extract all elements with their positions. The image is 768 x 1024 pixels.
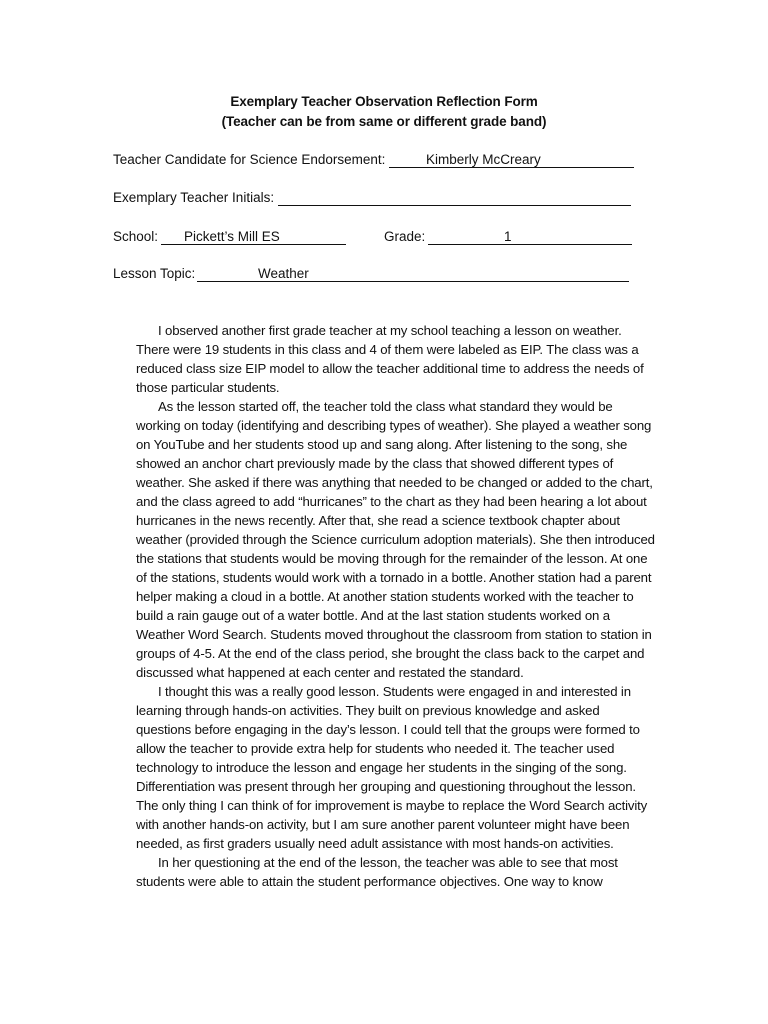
candidate-label: Teacher Candidate for Science Endorsement: bbox=[113, 152, 386, 167]
paragraph: I observed another first grade teacher at my school teaching a lesson on weather. There were 19 students in this class and 4 of them were labeled as EIP. The class was a reduced class size EIP model to allow the teacher additional time to address the needs of those particular students. bbox=[136, 323, 644, 395]
paragraph: I thought this was a really good lesson. Students were engaged in and interested in learning through hands-on activities. They built on previous knowledge and asked questions before engaging in the day’s lesson. I could tell that the groups were formed to allow the teacher to provide extra help for students who needed it. The teacher used technology to introduce the lesson and engage her students in the singing of the song. Differentiation was present through her grouping and questioning throughout the lesson. The only thing I can think of for improvement is maybe to replace the Word Search activity with another hands-on activity, but I am sure another parent volunteer might have been needed, as first graders usually need adult assistance with most hands-on activities. bbox=[136, 684, 648, 851]
topic-label: Lesson Topic: bbox=[113, 266, 196, 281]
initials-field bbox=[113, 190, 643, 208]
grade-label: Grade: bbox=[384, 229, 426, 244]
form-title: Exemplary Teacher Observation Reflection Form bbox=[230, 94, 538, 109]
paragraph: In her questioning at the end of the lesson, the teacher was able to see that most students were able to attain the student performance objectives. One way to know bbox=[136, 855, 618, 889]
school-value: Pickett’s Mill ES bbox=[184, 229, 280, 244]
initials-label: Exemplary Teacher Initials: bbox=[113, 190, 275, 205]
candidate-line bbox=[389, 167, 634, 168]
topic-line bbox=[197, 281, 629, 282]
candidate-field bbox=[113, 152, 643, 170]
grade-field bbox=[384, 229, 634, 247]
candidate-value: Kimberly McCreary bbox=[426, 152, 541, 167]
grade-line bbox=[428, 244, 632, 245]
grade-value: 1 bbox=[504, 229, 512, 244]
reflection-body bbox=[136, 321, 656, 891]
initials-line bbox=[278, 205, 631, 206]
paragraph: As the lesson started off, the teacher told the class what standard they would be working on today (identifying and describing types of weather). She played a weather song on YouTube and her students stood up and sang along. After listening to the song, she showed an anchor chart previously made by the class that showed different types of weather. She asked if there was anything that needed to be changed or added to the chart, and the class agreed to add “hurricanes” to the chart as they had been hearing a lot about hurricanes in the news recently. After that, she read a science textbook chapter about weather (provided through the Science curriculum adoption materials). She then introduced the stations that students would be moving through for the remainder of the lesson. At one of the stations, students would work with a tornado in a bottle. Another station had a parent helper making a cloud in a bottle. At another station students worked with the teacher to build a rain gauge out of a water bottle. And at the last station students worked on a Weather Word Search. Students moved throughout the classroom from station to station in groups of 4-5. At the end of the class period, she brought the class back to the carpet and discussed what happened at each center and restated the standard. bbox=[136, 399, 655, 680]
topic-value: Weather bbox=[258, 266, 309, 281]
school-field bbox=[113, 229, 353, 247]
school-label: School: bbox=[113, 229, 159, 244]
school-line bbox=[161, 244, 346, 245]
topic-field bbox=[113, 266, 638, 284]
form-subtitle: (Teacher can be from same or different grade band) bbox=[221, 114, 547, 129]
